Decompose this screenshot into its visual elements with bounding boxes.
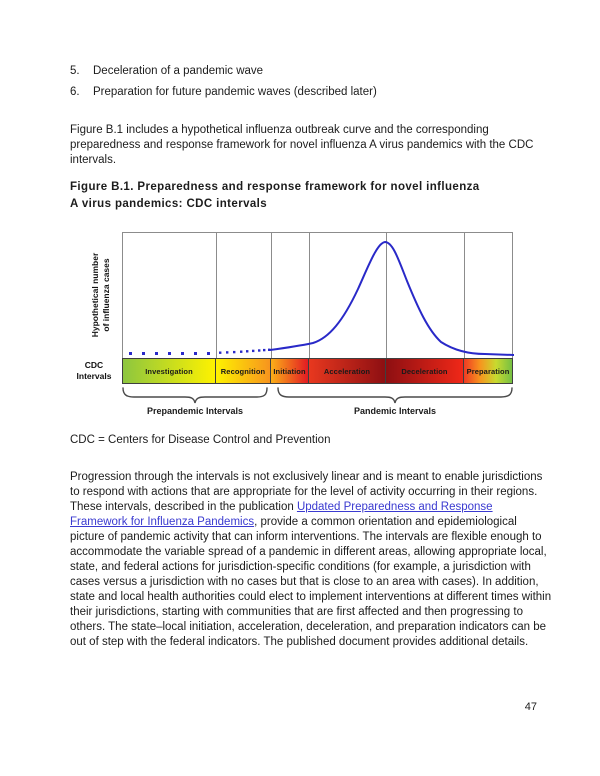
interval-deceleration — [385, 358, 464, 384]
y-axis-label-wrap — [75, 232, 127, 358]
interval-preparation — [463, 358, 513, 384]
outbreak-curve — [123, 233, 514, 359]
plot-area — [122, 232, 513, 358]
pandemic-intervals-label: Pandemic Intervals — [353, 406, 437, 416]
list-item-5 — [70, 64, 550, 79]
prepandemic-brace — [123, 388, 267, 403]
list-item-text: Preparation for future pandemic waves (described later) — [93, 86, 377, 98]
y-axis-label-line2: of influenza cases — [101, 258, 111, 332]
figure-title — [70, 179, 545, 212]
cdc-intervals-row-label — [70, 360, 118, 382]
interval-investigation — [122, 358, 216, 384]
main-paragraph — [70, 470, 553, 650]
list-item-number: 5. — [70, 65, 80, 77]
figure-title-line1: Figure B.1. Preparedness and response framework for novel influenza — [70, 181, 480, 193]
interval-label: Acceleration — [323, 366, 371, 376]
interval-group-braces — [122, 387, 513, 404]
figure-title-line2: A virus pandemics: CDC intervals — [70, 197, 268, 210]
framework-document-link[interactable]: Updated Preparedness and Response Framework for Influenza Pandemics — [70, 501, 493, 528]
curve-solid-segment — [270, 242, 514, 355]
interval-label: Recognition — [220, 366, 266, 376]
y-axis-label-line1: Hypothetical number — [90, 252, 100, 338]
page-number: 47 — [524, 701, 537, 713]
list-item-number: 6. — [70, 86, 80, 98]
paragraph-text-before-link: Progression through the intervals is not exclusively linear and is meant to enable jurisdictions to respond with actions that are appropriate for the level of activity occurring in their regions. These intervals, described in the publication — [70, 471, 543, 513]
row-label-line1: CDC — [84, 360, 104, 370]
interval-acceleration — [308, 358, 386, 384]
prepandemic-intervals-label: Prepandemic Intervals — [146, 406, 244, 416]
y-axis-label — [90, 253, 112, 338]
curve-dotted-segment — [129, 349, 270, 355]
interval-label: Initiation — [273, 366, 306, 376]
paragraph-text-after-link: , provide a common orientation and epidemiological picture of pandemic activity that can inform interventions. The intervals are flexible enough to accommodate the variable spread of a pandemic in different areas, allowing appropriate local, state, and federal actions for jurisdiction-specific conditions (for example, a jurisdiction with cases versus a jurisdiction with no cases but that is close to an area with cases). In addition, state and local health authorities could elect to implement interventions at different times within their jurisdictions, starting with communities that are first affected and then progressing to others. The state–local initiation, acceleration, deceleration, and preparation indicators can be out of step with the federal indicators. The published document provides additional details. — [70, 516, 552, 648]
list-item-6 — [70, 85, 550, 100]
row-label-line2: Intervals — [76, 371, 112, 381]
interval-recognition — [215, 358, 271, 384]
figure-b1 — [0, 228, 600, 425]
interval-label: Preparation — [466, 366, 510, 376]
interval-label: Deceleration — [401, 366, 448, 376]
list-item-text: Deceleration of a pandemic wave — [93, 65, 264, 77]
interval-label: Investigation — [145, 366, 193, 376]
interval-band — [122, 358, 513, 384]
pandemic-brace — [278, 388, 512, 403]
interval-initiation — [270, 358, 309, 384]
abbreviation-note: CDC = Centers for Disease Control and Prevention — [70, 434, 331, 446]
intro-paragraph: Figure B.1 includes a hypothetical influenza outbreak curve and the corresponding preparedness and response framework for novel influenza A virus pandemics with the CDC intervals. — [70, 124, 534, 166]
